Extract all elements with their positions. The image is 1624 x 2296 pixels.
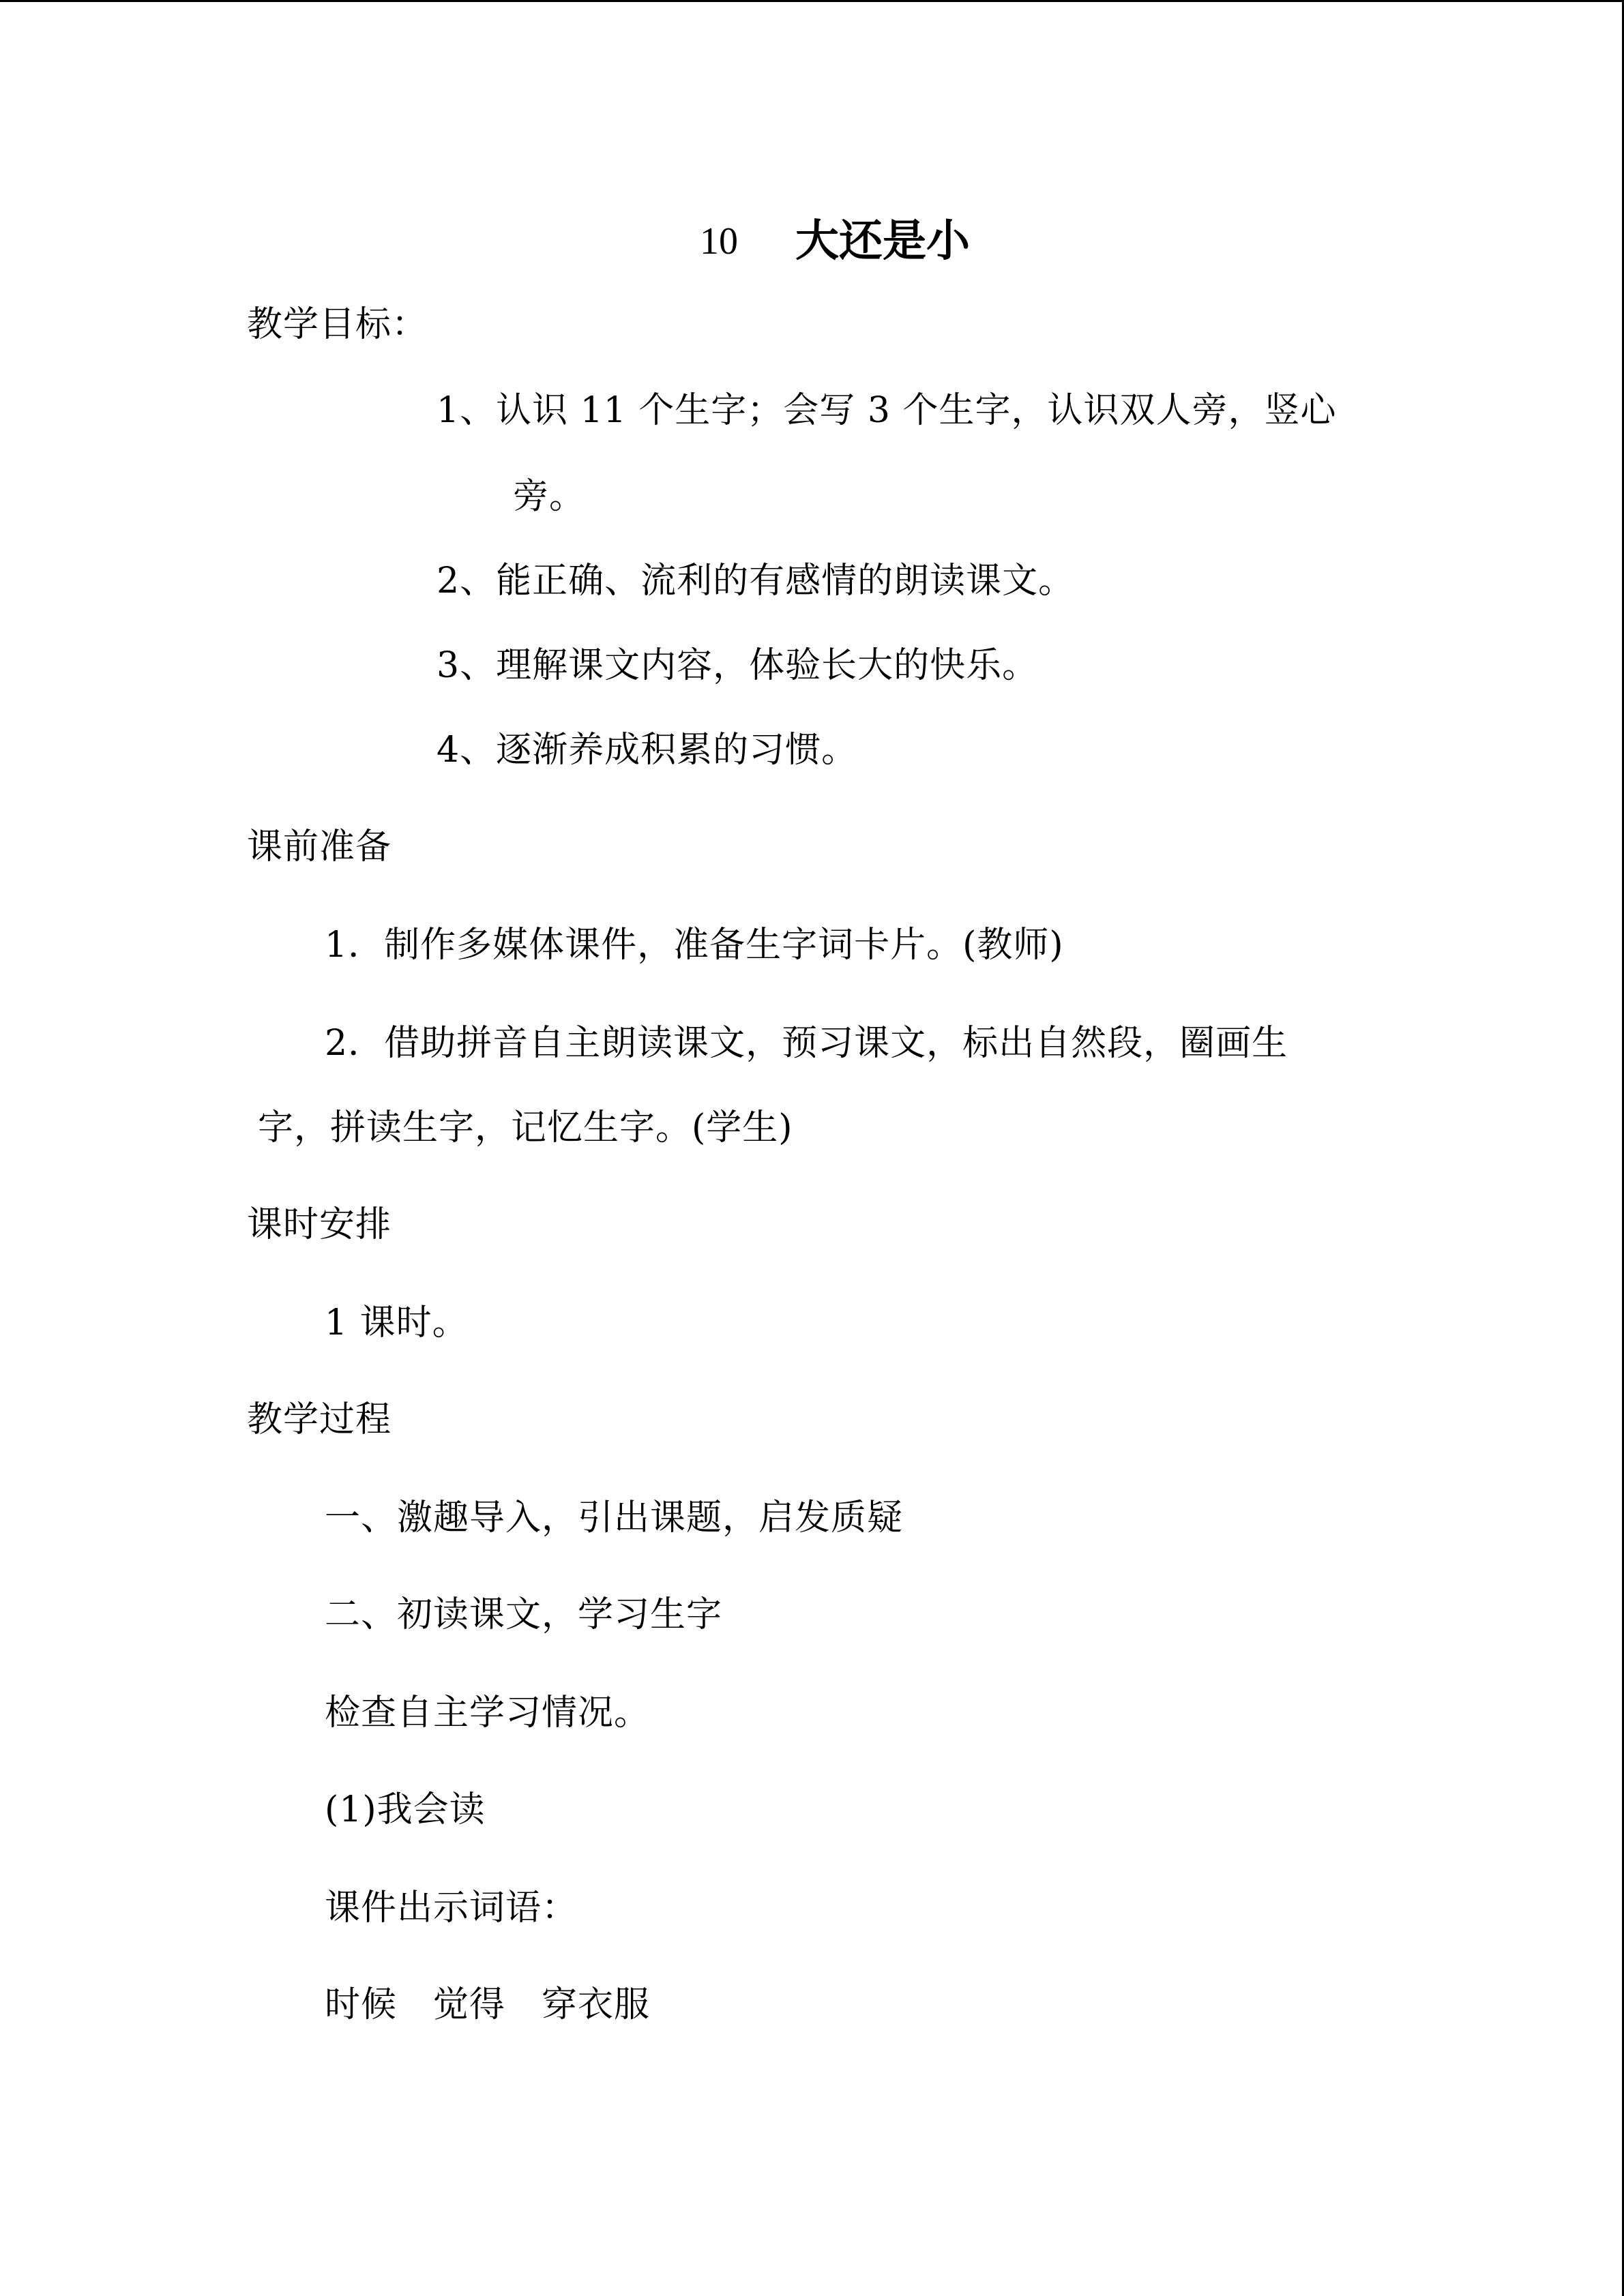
objective-item-1-continued: 旁。 <box>513 476 586 517</box>
preparation-line-3: 字，拼读生字，记忆生字。(学生) <box>258 1107 793 1148</box>
objective-item-4: 4、逐渐养成积累的习惯。 <box>437 730 858 771</box>
process-line-4: (1)我会读 <box>325 1789 486 1830</box>
objective-item-3: 3、理解课文内容，体验长大的快乐。 <box>437 645 1039 686</box>
objective-item-2: 2、能正确、流利的有感情的朗读课文。 <box>437 561 1075 601</box>
process-line-5: 课件出示词语： <box>325 1888 578 1928</box>
process-line-2: 二、初读课文，学习生字 <box>325 1594 723 1635</box>
process-heading: 教学过程 <box>247 1399 392 1440</box>
schedule-heading: 课时安排 <box>247 1204 392 1245</box>
process-line-3: 检查自主学习情况。 <box>325 1693 651 1733</box>
lesson-number: 10 <box>700 220 738 263</box>
objectives-heading: 教学目标： <box>247 304 428 345</box>
preparation-line-2: 2．借助拼音自主朗读课文，预习课文，标出自然段，圈画生 <box>325 1023 1288 1064</box>
objective-item-1: 1、认识 11 个生字；会写 3 个生字，认识双人旁，竖心 <box>437 390 1337 431</box>
lesson-title <box>0 217 1624 266</box>
schedule-text: 1 课时。 <box>325 1302 469 1343</box>
process-line-6: 时候 觉得 穿衣服 <box>325 1984 651 2025</box>
preparation-heading: 课前准备 <box>247 826 392 867</box>
preparation-line-1: 1．制作多媒体课件，准备生字词卡片。(教师) <box>325 925 1064 966</box>
process-line-1: 一、激趣导入，引出课题，启发质疑 <box>325 1497 904 1538</box>
lesson-title-text: 大还是小 <box>795 216 970 267</box>
